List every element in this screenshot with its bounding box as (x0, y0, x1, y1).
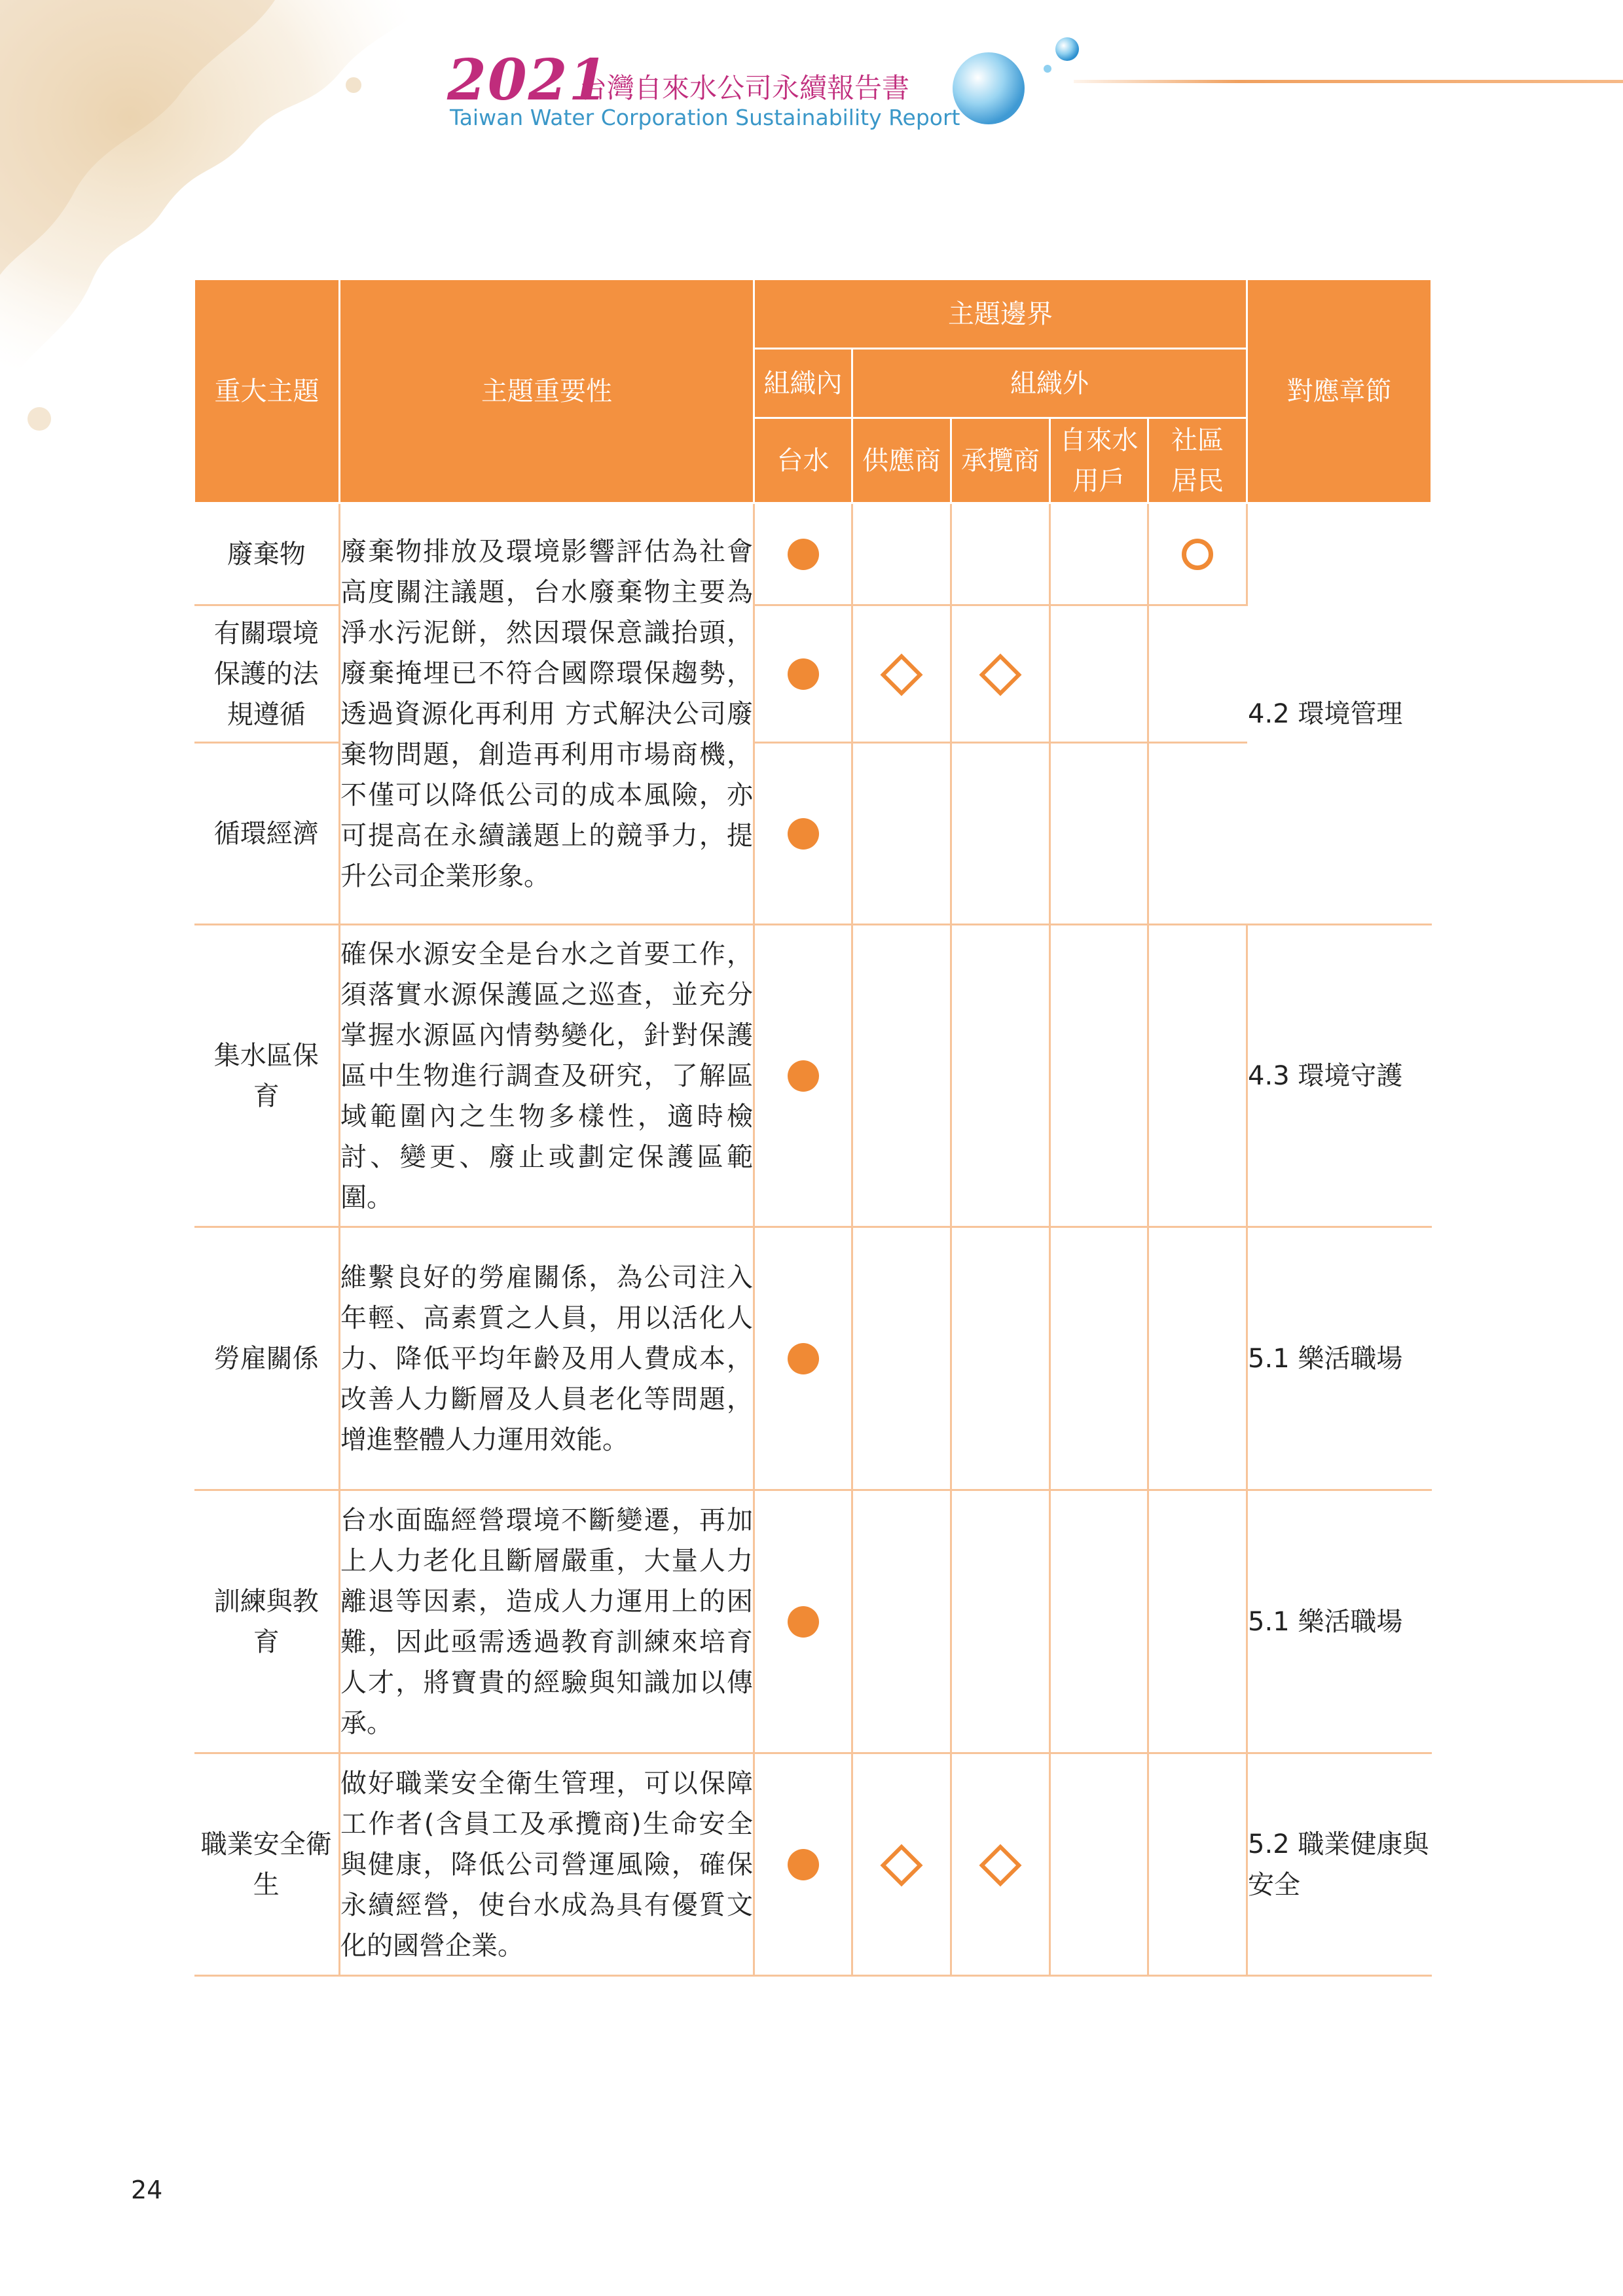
marker-cell-resident (1148, 1227, 1247, 1490)
marker-cell-twc (754, 743, 852, 925)
table-row (194, 503, 1432, 605)
marker-cell-resident (1148, 925, 1247, 1227)
filled-dot-icon (788, 1343, 819, 1374)
topic-cell-text: 有關環境保護的法規遵循 (213, 618, 319, 730)
importance-cell: 做好職業安全衛生管理，可以保障工作者(含員工及承攬商)生命安全與健康，降低公司營運風險，確保永續經營，使台水成為具有優質文化的國營企業。 (340, 1753, 754, 1976)
marker-cell-twc (754, 1227, 852, 1490)
material-topics-table (193, 278, 1432, 1977)
marker-cell-resident (1148, 503, 1247, 605)
table-row (194, 1227, 1432, 1490)
topic-cell: 循環經濟 (194, 743, 340, 925)
marker-cell-user (1050, 743, 1148, 925)
header-importance: 主題重要性 (340, 279, 754, 503)
filled-dot-icon (788, 1849, 819, 1880)
marker-cell-contractor (951, 1227, 1050, 1490)
filled-dot-icon (788, 1606, 819, 1638)
importance-cell: 廢棄物排放及環境影響評估為社會高度關注議題，台水廢棄物主要為淨水污泥餅，然因環保意識抬頭，廢棄掩埋已不符合國際環保趨勢，透過資源化再利用 方式解決公司廢棄物問題，創造再利用市場商機，不僅可以降低公司的成本風險，亦可提高在永續議題上的競爭力，提升公司企業形象。 (340, 503, 754, 925)
marker-cell-twc (754, 925, 852, 1227)
marker-cell-twc (754, 503, 852, 605)
chapter-cell: 4.3 環境守護 (1247, 925, 1432, 1227)
marker-cell-resident (1148, 605, 1247, 743)
marker-cell-contractor (951, 743, 1050, 925)
header-col-supplier: 供應商 (852, 418, 951, 503)
marker-cell-twc (754, 605, 852, 743)
marker-cell-resident (1148, 1490, 1247, 1753)
header-col-user (1050, 418, 1148, 503)
diamond-icon (880, 653, 922, 696)
marker-cell-contractor (951, 503, 1050, 605)
topic-cell-text: 職業安全衛生 (200, 1829, 332, 1900)
hollow-circle-icon (1182, 539, 1213, 570)
marker-cell-supplier (852, 605, 951, 743)
chapter-cell: 4.2 環境管理 (1247, 503, 1432, 925)
marker-cell-user (1050, 503, 1148, 605)
filled-dot-icon (788, 658, 819, 690)
header-divider-line (1074, 80, 1623, 83)
marker-cell-supplier (852, 1490, 951, 1753)
marker-cell-contractor (951, 925, 1050, 1227)
marker-cell-user (1050, 1490, 1148, 1753)
marker-cell-resident (1148, 743, 1247, 925)
header-topic: 重大主題 (194, 279, 340, 503)
header-chapter: 對應章節 (1247, 279, 1432, 503)
marker-cell-supplier (852, 1227, 951, 1490)
page-number: 24 (131, 2176, 163, 2204)
marker-cell-contractor (951, 605, 1050, 743)
filled-dot-icon (788, 1060, 819, 1092)
chapter-cell: 5.1 樂活職場 (1247, 1490, 1432, 1753)
topic-cell: 廢棄物 (194, 503, 340, 605)
marker-cell-twc (754, 1490, 852, 1753)
topic-cell-text: 訓練與教育 (213, 1586, 319, 1657)
topic-cell (194, 925, 340, 1227)
header-outside-org: 組織外 (852, 349, 1247, 418)
header-inside-org: 組織內 (754, 349, 852, 418)
marker-cell-supplier (852, 925, 951, 1227)
marker-cell-contractor (951, 1753, 1050, 1976)
header-col-resident-text: 社區居民 (1171, 425, 1224, 496)
header-col-contractor: 承攬商 (951, 418, 1050, 503)
table-row (194, 925, 1432, 1227)
diamond-icon (979, 1844, 1021, 1886)
report-year: 2021 (447, 47, 610, 113)
chapter-cell: 5.2 職業健康與安全 (1247, 1753, 1432, 1976)
header-col-user-text: 自來水用戶 (1059, 425, 1139, 496)
marker-cell-user (1050, 1227, 1148, 1490)
importance-cell: 台水面臨經營環境不斷變遷，再加上人力老化且斷層嚴重，大量人力離退等因素，造成人力運用上的困難，因此亟需透過教育訓練來培育人才，將寶貴的經驗與知識加以傳承。 (340, 1490, 754, 1753)
filled-dot-icon (788, 818, 819, 850)
marker-cell-supplier (852, 743, 951, 925)
marker-cell-supplier (852, 503, 951, 605)
diamond-icon (979, 653, 1021, 696)
diamond-icon (880, 1844, 922, 1886)
water-drop-logo-icon (943, 26, 1093, 131)
marker-cell-twc (754, 1753, 852, 1976)
header-col-resident (1148, 418, 1247, 503)
chapter-cell: 5.1 樂活職場 (1247, 1227, 1432, 1490)
topic-cell: 勞雇關係 (194, 1227, 340, 1490)
header-col-twc: 台水 (754, 418, 852, 503)
topic-cell-text: 集水區保育 (213, 1040, 319, 1111)
importance-cell: 維繫良好的勞雇關係，為公司注入年輕、高素質之人員，用以活化人力、降低平均年齡及用人費成本，改善人力斷層及人員老化等問題，增進整體人力運用效能。 (340, 1227, 754, 1490)
marker-cell-user (1050, 1753, 1148, 1976)
marker-cell-resident (1148, 1753, 1247, 1976)
table-row (194, 1490, 1432, 1753)
topic-cell (194, 1753, 340, 1976)
marker-cell-user (1050, 925, 1148, 1227)
report-title-english: Taiwan Water Corporation Sustainability Report (450, 105, 960, 130)
importance-cell: 確保水源安全是台水之首要工作，須落實水源保護區之巡查，並充分掌握水源區內情勢變化，針對保護區中生物進行調查及研究，了解區域範圍內之生物多樣性，適時檢討、變更、廢止或劃定保護區範圍。 (340, 925, 754, 1227)
marker-cell-contractor (951, 1490, 1050, 1753)
filled-dot-icon (788, 539, 819, 570)
marker-cell-user (1050, 605, 1148, 743)
topic-cell (194, 1490, 340, 1753)
report-title-chinese: 台灣自來水公司永續報告書 (579, 72, 910, 104)
topic-cell (194, 605, 340, 743)
marker-cell-supplier (852, 1753, 951, 1976)
header-boundary: 主題邊界 (754, 279, 1247, 349)
table-row (194, 1753, 1432, 1976)
